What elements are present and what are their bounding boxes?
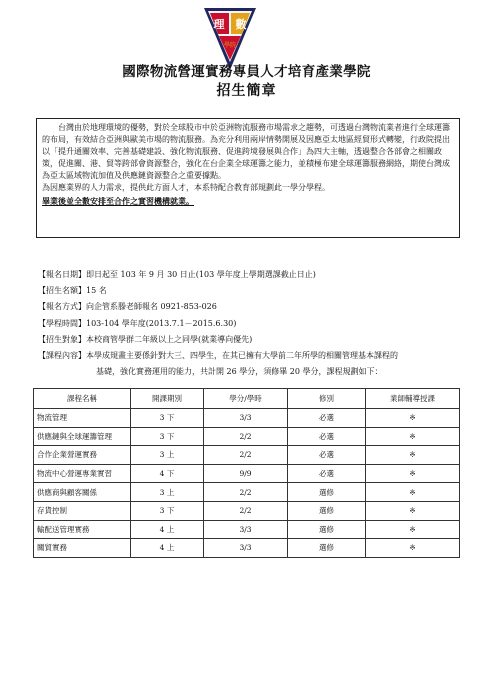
course-mentor-mark: ※ [366, 427, 460, 446]
intro-paragraph-2: 為因應業界的人力需求，提供此方面人才，本系特配合教育部規劃此一學分學程。 [42, 183, 330, 193]
course-credits: 3/3 [204, 409, 288, 428]
course-term: 3 上 [131, 483, 204, 502]
header-term: 開課期別 [131, 389, 204, 409]
table-row [34, 483, 460, 502]
svg-text:數: 數 [235, 18, 247, 31]
table-row [34, 520, 460, 539]
course-term: 3 上 [131, 446, 204, 465]
course-term: 3 下 [131, 427, 204, 446]
course-type: 必選 [288, 427, 366, 446]
enrollment-info [38, 267, 458, 380]
course-name: 合作企業營運實務 [34, 446, 131, 465]
course-credits: 2/2 [204, 501, 288, 520]
course-mentor-mark: ※ [366, 520, 460, 539]
course-term: 3 下 [131, 501, 204, 520]
header-credits-hours: 學分/學時 [204, 389, 288, 409]
course-term: 4 下 [131, 464, 204, 483]
course-mentor-mark: ※ [366, 464, 460, 483]
table-row [34, 501, 460, 520]
intro-box [36, 118, 460, 238]
info-course-content: 【課程內容】本學成規畫主要係針對大三、四學生，在其已擁有大學前二年所學的相關管理基本課程的 [38, 351, 398, 361]
info-registration-date: 【報名日期】即日起至 103 年 9 月 30 日止(103 學年度上學期選課截止日止) [38, 270, 316, 279]
course-name: 供應商與顧客關係 [34, 483, 131, 502]
intro-paragraph-1: 台灣由於地理環境的優勢，對於全球股市中於亞洲物流服務市場需求之趨勢，可透過台灣物流業者進行全球運籌的布局，有效結合亞洲與歐美市場的物流服務。為充分利用兩岸情勢開展及因應亞太地區經貿形式轉變，行政院提出以「提升通關效率、完善基礎建設、強化物流服務、促進跨境發展與合作」為四大主軸，透過整合各部會之相關政策，促進關、港、貿等跨部會資源整合，強化在台企業全球運籌之能力，並積極布建全球運籌服務網絡，期使台灣成為亞太區域物流加值及供應鏈資源整合之重要據點。 [42, 123, 450, 181]
page-subtitle: 招生簡章 [216, 83, 277, 99]
table-row [34, 409, 460, 428]
info-registration-method: 【報名方式】向企管系滕老師報名 0921-853-026 [38, 302, 217, 312]
info-target-students: 【招生對象】本校商管學群二年級以上之同學(就業導向優先) [38, 334, 253, 344]
info-course-content-cont: 基礎，強化實務運用的能力，共計開 26 學分，須修畢 20 學分，課程規劃如下： [96, 367, 383, 377]
course-mentor-mark: ※ [366, 501, 460, 520]
course-mentor-mark: ※ [366, 483, 460, 502]
course-type: 必選 [288, 464, 366, 483]
header-course-type: 修別 [288, 389, 366, 409]
intro-paragraph-3: 畢業後並全數安排至合作之實習機構就業。 [42, 195, 194, 206]
course-name: 關貿實務 [34, 539, 131, 558]
course-mentor-mark: ※ [366, 539, 460, 558]
course-type: 必選 [288, 409, 366, 428]
course-mentor-mark: ※ [366, 446, 460, 465]
course-credits: 3/3 [204, 520, 288, 539]
course-type: 選修 [288, 501, 366, 520]
svg-text:學院: 學院 [223, 42, 237, 49]
table-row [34, 464, 460, 483]
course-term: 4 上 [131, 539, 204, 558]
course-name: 物流中心營運專業實習 [34, 464, 131, 483]
course-credits: 2/2 [204, 446, 288, 465]
course-mentor-mark: ※ [366, 409, 460, 428]
course-type: 選修 [288, 520, 366, 539]
table-header-row [34, 389, 460, 409]
table-row [34, 427, 460, 446]
page-title: 國際物流營運實務專員人才培育產業學院 [122, 64, 371, 80]
course-type: 選修 [288, 483, 366, 502]
course-type: 選修 [288, 539, 366, 558]
table-row [34, 446, 460, 465]
course-name: 存貨控制 [34, 501, 131, 520]
course-credits: 2/2 [204, 427, 288, 446]
info-program-period: 【學程時間】103-104 學年度(2013.7.1－2015.6.30) [38, 318, 237, 328]
course-type: 必選 [288, 446, 366, 465]
course-credits: 2/2 [204, 483, 288, 502]
course-term: 3 下 [131, 409, 204, 428]
header-industry-mentor: 業師輔導授課 [366, 389, 460, 409]
course-name: 供應鏈與全球運籌管理 [34, 427, 131, 446]
table-row [34, 539, 460, 558]
course-credits: 9/9 [204, 464, 288, 483]
course-table [33, 388, 460, 558]
course-name: 物流管理 [34, 409, 131, 428]
course-term: 4 上 [131, 520, 204, 539]
svg-text:理: 理 [213, 18, 225, 31]
info-quota: 【招生名額】15 名 [38, 286, 107, 296]
course-credits: 3/3 [204, 539, 288, 558]
course-name: 輸配送管理實務 [34, 520, 131, 539]
header-course-name: 課程名稱 [34, 389, 131, 409]
